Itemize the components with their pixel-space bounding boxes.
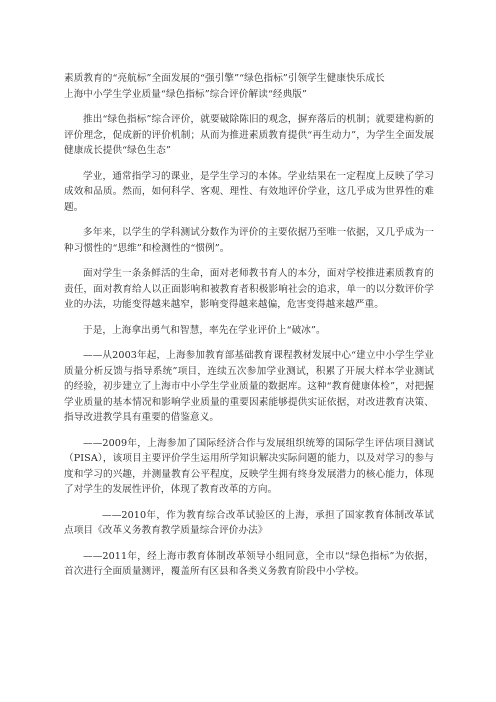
paragraph-score-habit: 多年来，以学生的学科测试分数作为评价的主要依据乃至唯一依据，又几乎成为一种习惯性的“思维”和检测性的“惯例”。 [64,227,434,254]
paragraph-2009: ——2009年，上海参加了国际经济合作与发展组织统筹的国际学生评估项目测试（PISA），该项目主要评价学生运用所学知识解决实际问题的能力，以及对学习的参与度和学习的兴趣，并测量教育公平程度，反映学生拥有终身发展潜力的核心能力，体现了对学生的发展性评价，体现了教育改革的方向。 [64,437,434,495]
paragraph-2011: ——2011年，经上海市教育体制改革领导小组同意，全市以“绿色指标”为依据，首次进行全面质量测评，覆盖所有区县和各类义务教育阶段中小学校。 [64,550,434,577]
heading-line-1: 素质教育的“亮航标”全面发展的“强引擎”“绿色指标”引领学生健康快乐成长 [64,73,385,84]
heading-line-2: 上海中小学生学业质量“绿色指标”综合评价解读“经典版” [64,88,307,100]
paragraph-2010: ——2010年，作为教育综合改革试验区的上海，承担了国家教育体制改革试点项目《改革义务教育教学质量综合评价办法》 [64,509,434,536]
paragraph-single-score-harm: 面对学生一条条鲜活的生命，面对老师教书育人的本分，面对学校推进素质教育的责任，面对教育给人以正面影响和被教育者积极影响社会的追求，单一的以分数评价学业的办法，功能变得越来越窄，影响变得越来越偏，危害变得越来越严重。 [64,268,434,310]
paragraph-academic-definition: 学业，通常指学习的课业，是学生学习的本体。学业结果在一定程度上反映了学习成效和品质。然而，如何科学、客观、理性、有效地评价学业，这几乎成为世界性的难题。 [64,170,434,213]
paragraph-2003: ——从2003年起，上海参加教育部基础教育课程教材发展中心“建立中小学生学业质量分析反馈与指导系统”项目，连续五次参加学业测试，积累了开展大样本学业测试的经验，初步建立了上海市中小学生学业质量的数据库。这种“教育健康体检”，对把握学业质量的基本情况和影响学业质量的重要因素能够提供实证依据，对改进教育决策、指导改进教学具有重要的借鉴意义。 [64,350,434,423]
paragraph-shanghai-breakthrough: 于是，上海拿出勇气和智慧，率先在学业评价上“破冰”。 [83,324,326,336]
paragraph-green-indicators-intro: 推出“绿色指标”综合评价，就要破除陈旧的观念，摒弃落后的机制；就要建构新的评价理念，促成新的评价机制；从而为推进素质教育提供“再生动力”，为学生全面发展健康成长提供“绿色生态” [64,114,434,156]
